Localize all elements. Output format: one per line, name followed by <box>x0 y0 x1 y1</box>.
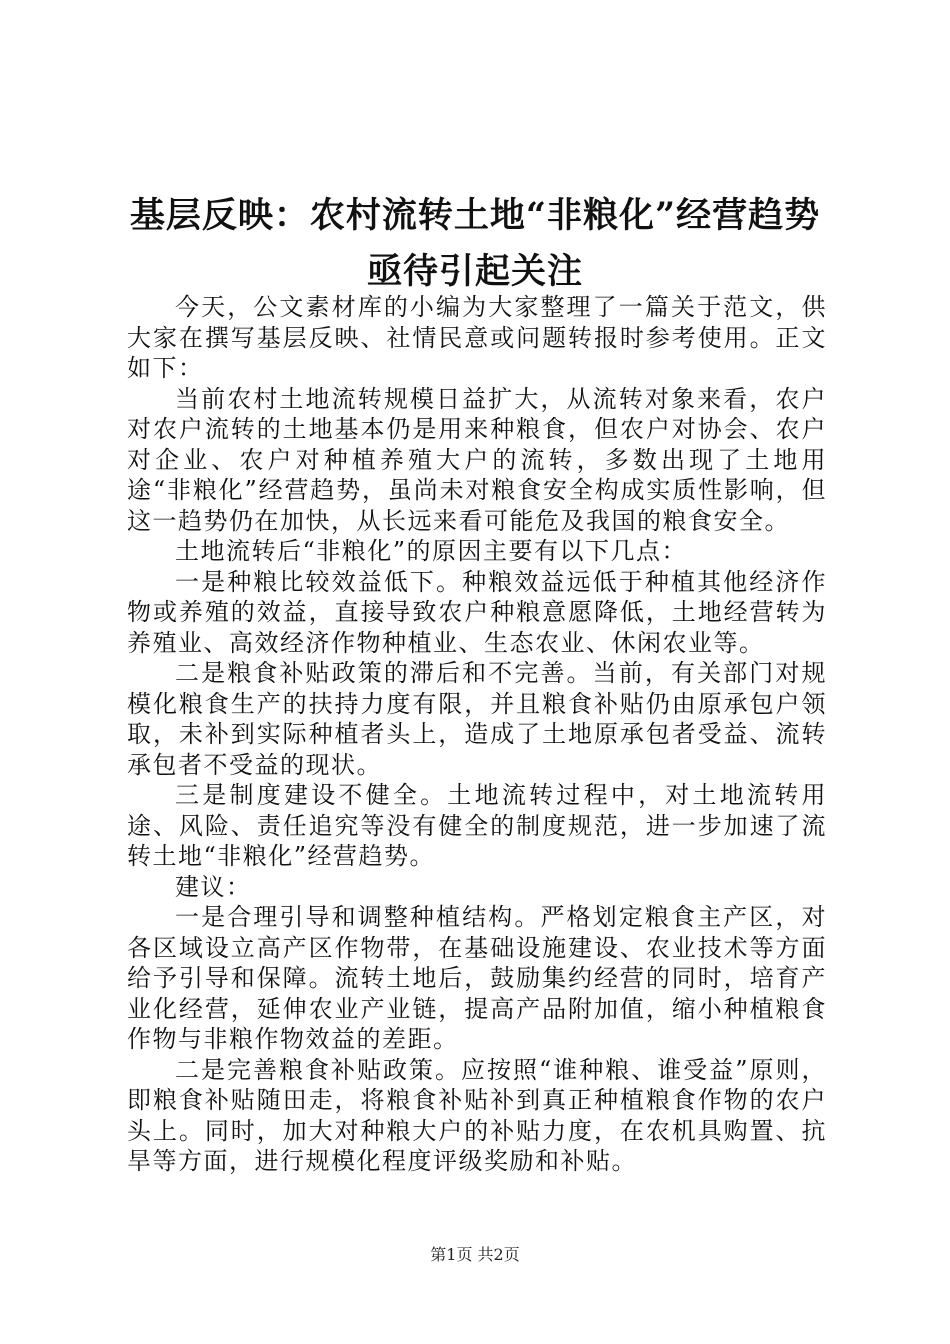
paragraph-causes-heading: 土地流转后“非粮化”的原因主要有以下几点： <box>175 537 688 565</box>
paragraph-suggestion-1: 一是合理引导和调整种植结构。严格划定粮食主产区，对各区域设立高产区作物带，在基础设施建设、农业技术等方面给予引导和保障。流转土地后，鼓励集约经营的同时，培育产业化经营，延伸农业产业链，提高产品附加值，缩小种植粮食作物与非粮作物效益的差距。 <box>127 903 827 1053</box>
paragraph-cause-1: 一是种粮比较效益低下。种粮效益远低于种植其他经济作物或养殖的效益，直接导致农户种粮意愿降低，土地经营转为养殖业、高效经济作物种植业、生态农业、休闲农业等。 <box>127 567 827 657</box>
paragraph-cause-2: 二是粮食补贴政策的滞后和不完善。当前，有关部门对规模化粮食生产的扶持力度有限，并且粮食补贴仍由原承包户领取，未补到实际种植者头上，造成了土地原承包者受益、流转承包者不受益的现状。 <box>127 659 827 779</box>
page-number-current: 第1页 <box>430 1245 473 1264</box>
paragraph-suggestion-2: 二是完善粮食补贴政策。应按照“谁种粮、谁受益”原则，即粮食补贴随田走，将粮食补贴补到真正种植粮食作物的农户头上。同时，加大对种粮大户的补贴力度，在农机具购置、抗旱等方面，进行规模化程度评级奖励和补贴。 <box>127 1055 827 1175</box>
page-number-total: 共2页 <box>477 1245 520 1264</box>
document-title-line-2: 亟待引起关注 <box>366 251 583 292</box>
page-footer <box>0 1242 950 1265</box>
paragraph-cause-3: 三是制度建设不健全。土地流转过程中，对土地流转用途、风险、责任追究等没有健全的制度规范，进一步加速了流转土地“非粮化”经营趋势。 <box>127 781 827 870</box>
paragraph-situation: 当前农村土地流转规模日益扩大，从流转对象来看，农户对农户流转的土地基本仍是用来种粮食，但农户对协会、农户对企业、农户对种植养殖大户的流转，多数出现了土地用途“非粮化”经营趋势，虽尚未对粮食安全构成实质性影响，但这一趋势仍在加快，从长远来看可能危及我国的粮食安全。 <box>127 384 827 535</box>
document-body <box>127 292 827 1177</box>
paragraph-suggestions-heading: 建议： <box>175 872 252 901</box>
document-title-line-1: 基层反映：农村流转土地“非粮化”经营趋势 <box>129 195 821 236</box>
paragraph-intro: 今天，公文素材库的小编为大家整理了一篇关于范文，供大家在撰写基层反映、社情民意或问题转报时参考使用。正文如下： <box>127 293 827 382</box>
